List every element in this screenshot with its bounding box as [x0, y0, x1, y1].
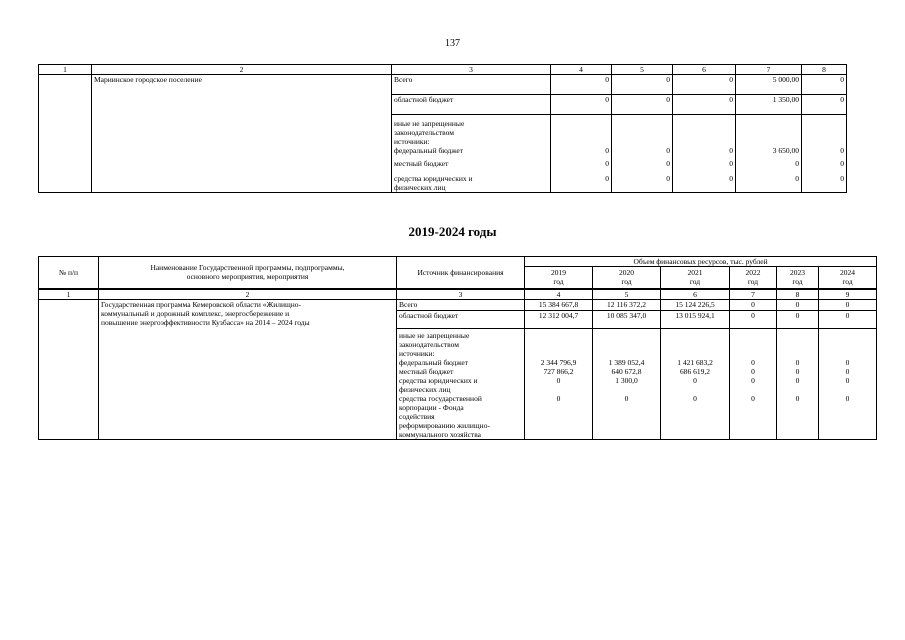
column-number-row: 1 2 3 4 5 6 7 8	[39, 65, 847, 75]
source-header: Источник финансирования	[397, 257, 525, 289]
page-number: 137	[445, 38, 460, 49]
period-heading: 2019-2024 годы	[408, 224, 497, 239]
program-funding-table	[38, 256, 877, 440]
table-row: иные не запрещенные законодательством источники: федеральный бюджет местный бюджет средства юридических и физических лиц средства государственной корпорации - Фонда содействия реформированию жилищно- коммунального хозяйства 2 344 796,9 727 866,2 0 0 1 389 052,4 640 672,8 1 300,0 0 1 421 683,2 686 619,2 0 0 0 0 0 0 0 0 0 0 0 0 0 0	[39, 328, 877, 439]
num-header: № п/п	[39, 257, 99, 289]
name-header: Наименование Государственной программы, подпрограммы, основного мероприятия, мероприятия	[99, 257, 397, 289]
table-row: иные не запрещенные законодательством источники: федеральный бюджет 0 0 0 3 650,00 0	[39, 115, 847, 156]
table-row: областной бюджет 0 0 0 1 350,00 0	[39, 95, 847, 115]
table-row: областной бюджет 12 312 004,7 10 085 347,0 13 015 924,1 0 0 0	[39, 310, 877, 328]
years-row: 2019 год 2020 год 2021 год 2022 год 2023 год 2024 год	[39, 267, 877, 289]
table-row: средства юридических и физических лиц 0 0 0 0 0	[39, 172, 847, 193]
volume-header: Объем финансовых ресурсов, тыс. рублей	[525, 257, 877, 267]
table-row: местный бюджет 0 0 0 0 0	[39, 155, 847, 172]
program-name: Государственная программа Кемеровской области «Жилищно- коммунальный и дорожный комплекс, энергосбережение и повышение энергоэффективности Кузбасса» на 2014 – 2024 годы	[99, 299, 397, 439]
table-row: Государственная программа Кемеровской области «Жилищно- коммунальный и дорожный комплекс, энергосбережение и повышение энергоэффективности Кузбасса» на 2014 – 2024 годы Всего 15 384 667,8 12 116 372,2 15 124 226,5 0 0 0	[39, 299, 877, 310]
municipality-name: Мариинское городское поселение	[92, 75, 392, 193]
table-row: Мариинское городское поселение Всего 0 0 0 5 000,00 0	[39, 75, 847, 95]
top-funding-table	[38, 64, 847, 193]
column-number-row: 1 2 3 4 5 6 7 8 9	[39, 289, 877, 300]
header-row	[39, 257, 877, 267]
